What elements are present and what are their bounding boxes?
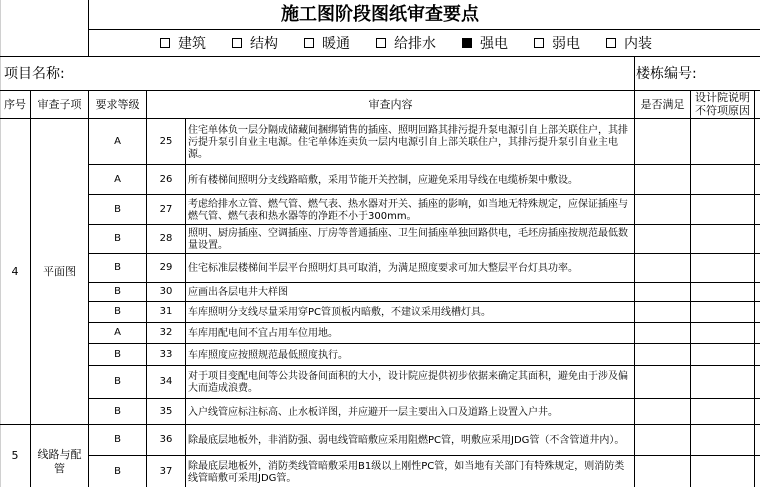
row-number: 33 <box>159 348 173 360</box>
category-option[interactable]: 暖通 <box>304 33 350 53</box>
category-checklist <box>160 32 678 54</box>
row-content-text: 应画出各层电井大样图 <box>188 287 288 298</box>
row-note-cell[interactable] <box>691 283 754 301</box>
row-level: B <box>114 376 121 387</box>
header-subitem: 审查子项 <box>37 97 82 111</box>
checkbox-icon[interactable] <box>304 38 314 48</box>
row-number: 29 <box>159 262 173 273</box>
row-note-cell[interactable] <box>691 323 754 343</box>
group-name-line1: 线路与配 <box>37 448 82 461</box>
building-number-label: 楼栋编号: <box>636 66 697 82</box>
header-note-line2: 不符项原因 <box>695 104 750 117</box>
row-satisfied-cell[interactable] <box>635 323 690 343</box>
row-satisfied-cell[interactable] <box>635 119 690 164</box>
row-satisfied-cell[interactable] <box>635 425 690 455</box>
group-seq: 4 <box>11 264 19 278</box>
group-name <box>31 448 88 484</box>
row-number: 28 <box>159 233 173 244</box>
row-content <box>188 197 632 224</box>
row-note-cell[interactable] <box>691 366 754 398</box>
row-note-cell[interactable] <box>691 302 754 322</box>
row-content <box>188 427 632 455</box>
checkbox-icon[interactable] <box>606 38 616 48</box>
category-option[interactable]: 建筑 <box>160 33 206 53</box>
row-level: B <box>114 405 121 417</box>
row-content-text: 照明、厨房插座、空调插座、厅房等普通插座、卫生间插座单独回路供电，毛坯房插座按规范最低数量设置。 <box>188 228 628 251</box>
row-number: 35 <box>159 405 173 417</box>
row-level: A <box>114 173 121 185</box>
row-level: B <box>114 465 121 477</box>
row-content-text: 对于项目变配电间等公共设备间面积的大小，设计院应提供初步依据来确定其面积，避免由于涉及偏大而造成浪费。 <box>188 371 628 394</box>
row-number: 37 <box>159 465 173 477</box>
row-content-text: 住宅标准层楼梯间半层平台照明灯具可取消，为满足照度要求可加大整层平台灯具功率。 <box>188 263 578 274</box>
header-content: 审查内容 <box>368 97 413 111</box>
header-note <box>691 91 754 118</box>
row-content-text: 住宅单体负一层分隔成储藏间捆绑销售的插座、照明回路其排污提升泵电源引自上部关联住户，其排污提升泵引自业主电源。住宅单体连卖负一层内电源引自上部关联住户，其排污提升泵引自业主电源。 <box>188 124 628 160</box>
row-level: A <box>114 135 121 147</box>
row-number: 34 <box>159 376 173 387</box>
row-level: B <box>114 286 121 297</box>
group-name: 平面图 <box>43 264 76 278</box>
row-note-cell[interactable] <box>691 254 754 282</box>
row-number: 26 <box>159 173 173 185</box>
row-number: 27 <box>159 203 173 215</box>
row-level: B <box>114 233 121 244</box>
row-content-text: 除最底层地板外，非消防强、弱电线管暗敷应采用阻燃PC管，明敷应采用JDG管（不含管道井内）。 <box>188 435 625 446</box>
category-option[interactable]: 内装 <box>606 33 652 53</box>
project-name-label: 项目名称: <box>4 66 65 82</box>
row-satisfied-cell[interactable] <box>635 366 690 398</box>
row-number: 32 <box>159 327 173 338</box>
row-content <box>188 304 632 322</box>
row-satisfied-cell[interactable] <box>635 302 690 322</box>
row-satisfied-cell[interactable] <box>635 399 690 424</box>
header-satisfied: 是否满足 <box>640 97 685 111</box>
row-content-text: 所有楼梯间照明分支线路暗敷，采用节能开关控制，应避免采用导线在电缆桥架中敷设。 <box>188 174 578 186</box>
category-option[interactable]: 给排水 <box>376 33 436 53</box>
row-number: 36 <box>159 434 173 445</box>
row-content <box>188 325 632 343</box>
row-level: B <box>114 262 121 273</box>
page-title: 施工图阶段图纸审查要点 <box>281 4 479 25</box>
checkbox-icon[interactable] <box>232 38 242 48</box>
row-content-text: 车库照度应按照规范最低照度执行。 <box>188 349 348 361</box>
row-note-cell[interactable] <box>691 425 754 455</box>
row-content-text: 入户线管应标注标高、止水板详图，并应避开一层主要出入口及道路上设置入户井。 <box>188 406 558 418</box>
row-content <box>188 167 632 194</box>
row-content <box>188 256 632 282</box>
row-satisfied-cell[interactable] <box>635 283 690 301</box>
row-level: A <box>114 327 121 338</box>
row-level: B <box>114 434 121 445</box>
row-satisfied-cell[interactable] <box>635 225 690 253</box>
checkbox-icon[interactable] <box>534 38 544 48</box>
row-content <box>188 346 632 365</box>
row-content-text: 考虑给排水立管、燃气管、燃气表、热水器对开关、插座的影响，如当地无特殊规定，应保证插座与燃气管、燃气表和热水器等的净距不小于300mm。 <box>188 198 628 222</box>
row-note-cell[interactable] <box>691 225 754 253</box>
row-content-text: 车库用配电间不宜占用车位用地。 <box>188 328 338 339</box>
row-content <box>188 227 632 253</box>
row-note-cell[interactable] <box>691 456 754 487</box>
header-seq: 序号 <box>4 97 26 111</box>
checkbox-icon[interactable] <box>376 38 386 48</box>
row-note-cell[interactable] <box>691 344 754 365</box>
row-satisfied-cell[interactable] <box>635 165 690 194</box>
group-seq: 5 <box>11 449 19 462</box>
row-content-text: 除最底层地板外，消防类线管暗敷采用B1级以上刚性PC管，如当地有关部门有特殊规定，则消防类线管暗敷可采用JDG管。 <box>188 460 625 484</box>
category-option[interactable]: 强电 <box>462 33 508 53</box>
row-number: 25 <box>159 135 173 147</box>
row-note-cell[interactable] <box>691 399 754 424</box>
header-note-line1: 设计院说明 <box>695 91 750 104</box>
row-level: B <box>114 203 121 215</box>
row-satisfied-cell[interactable] <box>635 254 690 282</box>
row-satisfied-cell[interactable] <box>635 456 690 487</box>
checkbox-checked-icon[interactable] <box>462 38 472 48</box>
row-number: 30 <box>159 286 173 297</box>
row-note-cell[interactable] <box>691 165 754 194</box>
row-level: B <box>114 348 121 360</box>
row-content <box>188 121 632 164</box>
row-note-cell[interactable] <box>691 119 754 164</box>
category-option[interactable]: 弱电 <box>534 33 580 53</box>
header-level: 要求等级 <box>95 97 140 111</box>
row-content <box>188 368 632 398</box>
category-option[interactable]: 结构 <box>232 33 278 53</box>
row-content <box>188 458 632 487</box>
row-content <box>188 401 632 424</box>
row-satisfied-cell[interactable] <box>635 344 690 365</box>
row-note-cell[interactable] <box>691 195 754 224</box>
row-level: B <box>114 306 121 317</box>
row-content <box>188 285 632 301</box>
row-content-text: 车库照明分支线尽量采用穿PC管顶板内暗敷，不建议采用线槽灯具。 <box>188 307 492 318</box>
row-satisfied-cell[interactable] <box>635 195 690 224</box>
checkbox-icon[interactable] <box>160 38 170 48</box>
row-number: 31 <box>159 306 173 317</box>
group-name-line2: 管 <box>54 462 65 475</box>
